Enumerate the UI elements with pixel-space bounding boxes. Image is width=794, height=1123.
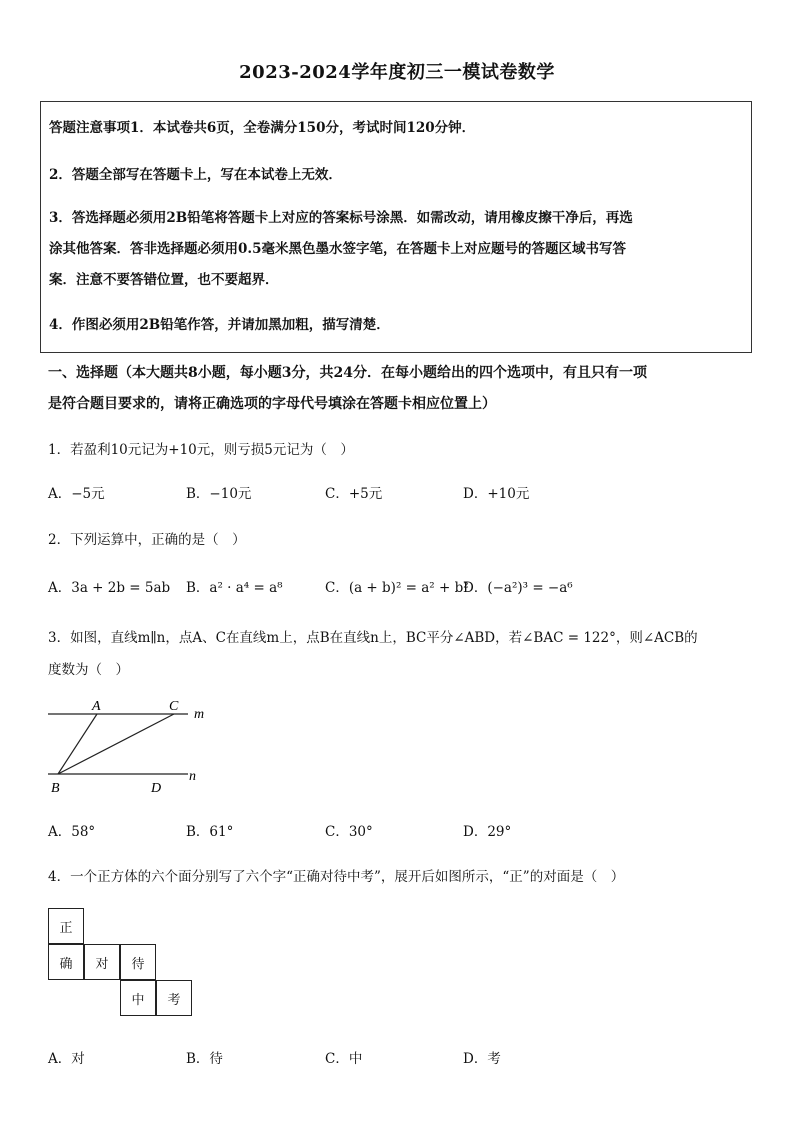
notice-line: 答题注意事项1．本试卷共6页，全卷满分150分，考试时间120分钟． <box>49 120 476 136</box>
option-b: B．a² · a⁴ = a⁸ <box>186 580 283 596</box>
option-a: A．−5元 <box>48 486 105 502</box>
option-d: D．29° <box>463 824 512 840</box>
label-d: D <box>151 781 162 796</box>
label-c: C <box>169 699 179 714</box>
notice-line: 2．答题全部写在答题卡上，写在本试卷上无效． <box>49 167 342 183</box>
option-d: D．考 <box>463 1051 501 1067</box>
section-heading: 是符合题目要求的，请将正确选项的字母代号填涂在答题卡相应位置上） <box>48 396 496 412</box>
option-c: C．+5元 <box>325 486 383 502</box>
option-a: A．58° <box>48 824 96 840</box>
segment-bc <box>58 714 174 774</box>
option-c: C．(a + b)² = a² + b² <box>325 580 469 596</box>
section-heading: 一、选择题（本大题共8小题，每小题3分，共24分．在每小题给出的四个选项中，有且只有一项 <box>48 365 647 381</box>
option-d: D．+10元 <box>463 486 530 502</box>
net-cell: 对 <box>84 944 120 980</box>
notice-box <box>40 101 752 353</box>
question-stem: 1．若盈利10元记为+10元，则亏损5元记为（ ） <box>48 442 354 458</box>
net-cell: 中 <box>120 980 156 1016</box>
net-cell: 确 <box>48 944 84 980</box>
option-b: B．待 <box>186 1051 223 1067</box>
segment-ab <box>58 714 97 774</box>
cube-net-figure <box>48 908 198 1020</box>
net-cell: 正 <box>48 908 84 944</box>
option-c: C．30° <box>325 824 373 840</box>
net-cell: 考 <box>156 980 192 1016</box>
option-a: A．对 <box>48 1051 85 1067</box>
label-m: m <box>194 707 205 722</box>
label-b: B <box>51 781 60 796</box>
option-b: B．61° <box>186 824 234 840</box>
notice-line: 3．答选择题必须用2B铅笔将答题卡上对应的答案标号涂黑．如需改动，请用橡皮擦干净后，再选 <box>49 210 633 226</box>
label-a: A <box>92 699 101 714</box>
question-stem: 2．下列运算中，正确的是（ ） <box>48 532 246 548</box>
option-c: C．中 <box>325 1051 363 1067</box>
notice-line: 案．注意不要答错位置，也不要超界． <box>49 272 279 288</box>
label-n: n <box>189 769 196 784</box>
option-d: D．(−a²)³ = −a⁶ <box>463 580 573 596</box>
question-stem: 度数为（ ） <box>48 662 129 678</box>
question-stem: 4．一个正方体的六个面分别写了六个字“正确对待中考”，展开后如图所示，“正”的对面是（ ） <box>48 869 625 885</box>
parallel-lines-figure <box>40 694 220 796</box>
notice-line: 4．作图必须用2B铅笔作答，并请加黑加粗，描写清楚． <box>49 317 390 333</box>
page-title: 2023-2024学年度初三一模试卷数学 <box>239 62 555 83</box>
net-cell: 待 <box>120 944 156 980</box>
question-stem: 3．如图，直线m∥n，点A、C在直线m上，点B在直线n上，BC平分∠ABD，若∠BAC = 122°，则∠ACB的 <box>48 630 698 646</box>
option-a: A．3a + 2b = 5ab <box>48 580 171 596</box>
notice-line: 涂其他答案．答非选择题必须用0.5毫米黑色墨水签字笔，在答题卡上对应题号的答题区域书写答 <box>49 241 626 257</box>
option-b: B．−10元 <box>186 486 252 502</box>
